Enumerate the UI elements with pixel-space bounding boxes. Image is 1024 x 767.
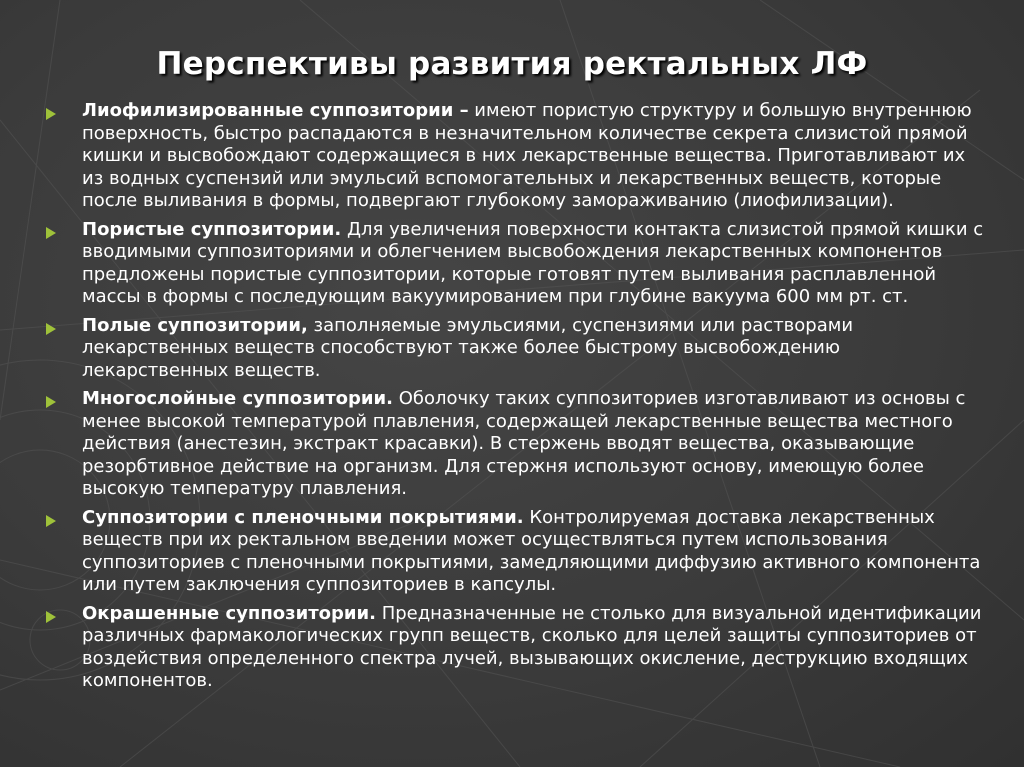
- list-item: [46, 315, 986, 383]
- bullet-arrow-icon: [46, 515, 56, 527]
- list-item-description: заполняемые эмульсиями, суспензиями или растворами лекарственных веществ способствуют также более быстрому высвобождению лекарственных веществ.: [82, 314, 854, 381]
- list-item: [46, 219, 986, 309]
- bullet-arrow-icon: [46, 108, 56, 120]
- list-item-term: Окрашенные суппозитории.: [82, 602, 376, 624]
- list-item-text: [82, 388, 986, 501]
- list-item: [46, 100, 986, 213]
- bullet-arrow-icon: [46, 396, 56, 408]
- list-item-term: Многослойные суппозитории.: [82, 388, 393, 409]
- list-item-description: Контролируемая доставка лекарственных веществ при их ректальном введении может осуществляться путем использования суппозиториев с пленочными покрытиями, замедляющими диффузию активного компонента или путем заключения суппозиториев в капсулы.: [82, 506, 981, 595]
- list-item-description: Оболочку таких суппозиториев изготавливают из основы с менее высокой температурой плавления, содержащей лекарственные вещества местного действия (анестезин, экстракт красавки). В стержень вводят вещества, оказывающие резорбтивное действие на организм. Для стержня используют основу, имеющую более высокую температуру плавления.: [82, 388, 966, 499]
- list-item-text: [82, 603, 986, 693]
- list-item-description: Для увеличения поверхности контакта слизистой прямой кишки с вводимыми суппозиториями и облегчением высвобождения лекарственных компонентов предложены пористые суппозитории, которые готовят путем выливания расплавленной массы в формы с последующим вакуумированием при глубине вакуума 600 мм рт. ст.: [82, 218, 984, 307]
- list-item-text: [82, 507, 986, 597]
- list-item-text: [82, 219, 986, 309]
- list-item-term: Пористые суппозитории.: [82, 218, 342, 240]
- list-item-term: Полые суппозитории,: [82, 314, 308, 336]
- bullet-arrow-icon: [46, 611, 56, 623]
- list-item: [46, 603, 986, 693]
- list-item-term: Лиофилизированные суппозитории –: [82, 100, 469, 121]
- list-item-term: Суппозитории с пленочными покрытиями.: [82, 506, 524, 528]
- list-item: [46, 388, 986, 501]
- bullet-arrow-icon: [46, 323, 56, 335]
- list-item: [46, 507, 986, 597]
- bullet-list: [46, 100, 986, 699]
- slide-title: Перспективы развития ректальных ЛФ: [156, 46, 868, 82]
- list-item-description: имеют пористую структуру и большую внутреннюю поверхность, быстро распадаются в незначительном количестве секрета слизистой прямой кишки и высвобождают содержащиеся в них лекарственные вещества. Приготавливают их из водных суспензий или эмульсий вспомогательных и лекарственных веществ, которые после выливания в формы, подвергают глубокому замораживанию (лиофилизации).: [82, 100, 972, 211]
- bullet-arrow-icon: [46, 227, 56, 239]
- list-item-text: [82, 100, 986, 213]
- list-item-text: [82, 315, 986, 383]
- list-item-description: Предназначенные не столько для визуальной идентификации различных фармакологических групп веществ, сколько для целей защиты суппозиториев от воздействия определенного спектра лучей, вызывающих окисление, деструкцию входящих компонентов.: [82, 602, 982, 691]
